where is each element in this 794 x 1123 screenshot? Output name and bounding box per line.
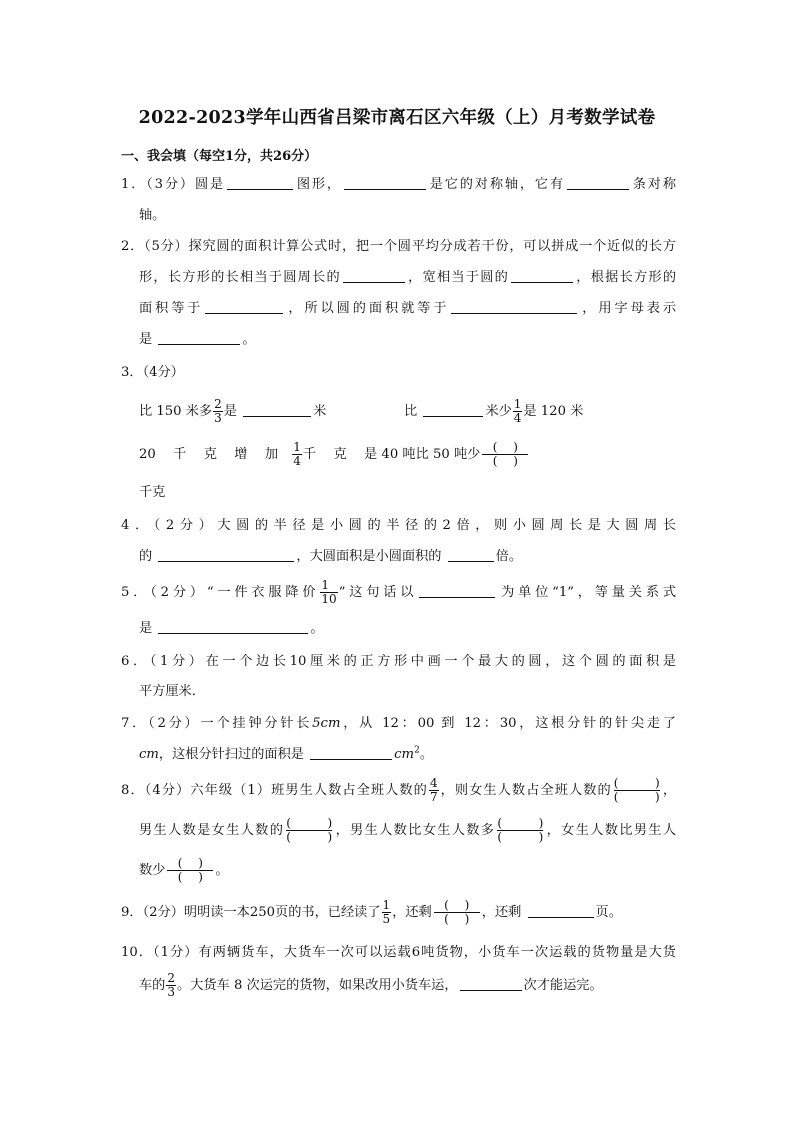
q3-text: 是 120 米 <box>523 404 584 419</box>
question-2-line-1 <box>121 235 676 259</box>
answer-blank[interactable] <box>528 901 594 918</box>
q10-text: 车的 <box>139 978 166 993</box>
question-10-line-1 <box>121 941 676 965</box>
fraction: $\frac{1}{5}$ <box>382 898 391 926</box>
question-3-row-1-right <box>404 396 679 428</box>
answer-blank[interactable] <box>158 328 240 345</box>
q4-text: 倍。 <box>495 549 523 564</box>
q2-text: ，宽相当于圆的 <box>406 270 510 285</box>
answer-blank[interactable] <box>158 617 308 634</box>
q1-text: 轴。 <box>139 208 166 223</box>
q10-text: 10．（1分）有两辆货车，大货车一次可以运载6吨货物，小货车一次运载的货物量是大货 <box>121 945 676 960</box>
question-10-line-2 <box>139 970 676 1002</box>
page-title: 2022-2023学年山西省吕梁市离石区六年级（上）月考数学试卷 <box>138 108 656 128</box>
q8-text: 。 <box>215 863 229 878</box>
question-5-line-1 <box>121 578 676 608</box>
q2-text: ，用字母表示 <box>579 301 677 316</box>
answer-blank[interactable] <box>310 743 392 760</box>
q2-text: 。 <box>242 332 256 347</box>
q3-text: 比 <box>404 404 418 419</box>
answer-blank[interactable] <box>451 297 577 314</box>
answer-blank[interactable] <box>448 545 494 562</box>
question-8-line-2 <box>139 815 676 847</box>
q10-text: 次才能运完。 <box>523 978 603 993</box>
answer-blank[interactable] <box>343 266 405 283</box>
q5-text: ”这句话以 <box>338 585 418 600</box>
answer-blank[interactable] <box>243 400 311 417</box>
q9-text: ，还剩 <box>392 905 432 920</box>
q7-text: 7．（2分）一个挂钟分针长 <box>121 716 313 731</box>
q1-text: 条对称 <box>630 177 677 192</box>
fraction: $\frac{1}{10}$ <box>321 578 337 606</box>
q7-unit: 5cm <box>312 716 341 731</box>
answer-blank[interactable] <box>158 545 294 562</box>
q6-text: 6．（1分）在一个边长10厘米的正方形中画一个最大的圆，这个圆的面积是 <box>121 654 676 669</box>
q8-text: 男生人数是女生人数的 <box>139 823 285 838</box>
q1-text: 图形， <box>295 177 342 192</box>
q8-text: ， <box>661 783 677 798</box>
answer-blank[interactable] <box>567 173 629 190</box>
question-3-header <box>121 361 676 385</box>
q2-text: 是 <box>139 332 153 347</box>
question-3-row-1-left <box>139 396 339 428</box>
question-4-line-2 <box>139 545 676 569</box>
answer-fraction[interactable]: ( ) ( ) <box>286 816 333 844</box>
q3-text: 是 <box>223 404 237 419</box>
question-2-line-2 <box>139 266 676 290</box>
answer-blank[interactable] <box>227 173 293 190</box>
q1-text: 1．（3分）圆是 <box>121 177 225 192</box>
answer-blank[interactable] <box>205 297 283 314</box>
q5-text: 是 <box>139 621 153 636</box>
fraction: $\frac{1}{4}$ <box>293 440 301 468</box>
q3-text: 米少 <box>485 404 512 419</box>
answer-blank[interactable] <box>511 266 573 283</box>
q10-text: 。大货车 8 次运完的货物，如果改用小货车运， <box>177 978 458 993</box>
q2-text: 面积等于 <box>139 301 204 316</box>
answer-blank[interactable] <box>460 974 522 991</box>
q2-text: ，根据长方形的 <box>575 270 677 285</box>
q7-text: 。 <box>419 747 433 762</box>
answer-fraction[interactable]: ( ) ( ) <box>613 776 660 804</box>
q1-text: 是它的对称轴，它有 <box>427 177 565 192</box>
q7-text: ，这根分针扫过的面积是 <box>158 747 304 762</box>
q4-text: ，大圆面积是小圆面积的 <box>296 549 442 564</box>
q9-text: ，还剩 <box>481 905 522 920</box>
question-6-line-1 <box>121 650 676 674</box>
q7-unit: cm <box>139 747 159 762</box>
q3-text: 千克 <box>139 485 166 500</box>
q6-text: 平方厘米． <box>139 684 205 699</box>
answer-blank[interactable] <box>419 581 495 598</box>
answer-fraction[interactable]: ( ) ( ) <box>167 857 213 884</box>
question-5-line-2 <box>139 617 676 641</box>
question-4-line-1 <box>121 514 676 538</box>
q3-text: 是 40 吨比 50 吨少 <box>364 447 481 462</box>
q3-text: 20 千 克 增 加 <box>139 447 279 462</box>
q2-text: 形，长方形的长相当于圆周长的 <box>139 270 341 285</box>
q4-text: 的 <box>139 549 153 564</box>
question-1-line-2 <box>139 204 676 228</box>
q5-text: 5．（2分）“一件衣服降价 <box>121 585 320 600</box>
question-2-line-4 <box>139 328 676 352</box>
q4-text: 4．（2分）大圆的半径是小圆的半径的2倍，则小圆周长是大圆周长 <box>121 518 676 533</box>
q8-text: ，女生人数比男生人 <box>545 823 677 838</box>
q7-text: ，从 12：00 到 12：30，这根分针的针尖走了 <box>340 716 676 731</box>
answer-blank[interactable] <box>423 400 483 417</box>
q5-text: 。 <box>310 621 324 636</box>
question-8-line-3 <box>139 855 676 887</box>
q7-superscript: 2 <box>414 745 420 756</box>
fraction: $\frac{2}{3}$ <box>214 397 222 425</box>
q2-text: 2．（5分）探究圆的面积计算公式时，把一个圆平均分成若干份，可以拼成一个近似的长方 <box>121 239 676 254</box>
section-heading: 一、我会填（每空1分，共26分） <box>121 149 318 164</box>
fraction: $\frac{2}{3}$ <box>167 971 176 999</box>
q7-unit: cm <box>394 747 415 762</box>
q3-text: 比 150 米多 <box>139 404 213 419</box>
q3-text: 米 <box>313 404 327 419</box>
fraction: $\frac{1}{4}$ <box>513 397 522 425</box>
q3-text: 3．（4分） <box>121 365 184 380</box>
question-3-row-3 <box>139 481 676 505</box>
question-7-line-2 <box>139 743 676 767</box>
q8-text: 8．（4分）六年级（1）班男生人数占全班人数的 <box>121 783 428 798</box>
fraction: $\frac{4}{7}$ <box>429 776 438 804</box>
question-9-line-1 <box>121 897 676 929</box>
question-7-line-1 <box>121 712 676 736</box>
question-8-line-1 <box>121 775 676 807</box>
q8-text: 数少 <box>139 863 166 878</box>
question-1-line-1 <box>121 173 676 197</box>
q8-text: ，男生人数比女生人数多 <box>334 823 496 838</box>
q8-text: ，则女生人数占全班人数的 <box>439 783 612 798</box>
q5-text: 为单位“1”，等量关系式 <box>497 585 677 600</box>
question-3-row-2 <box>139 438 676 472</box>
q3-text: 千 克 <box>302 447 347 462</box>
answer-fraction[interactable]: ( ) ( ) <box>482 441 528 468</box>
answer-fraction[interactable]: ( ) ( ) <box>434 899 480 926</box>
answer-fraction[interactable]: ( ) ( ) <box>497 816 544 844</box>
q9-text: 页。 <box>595 905 622 920</box>
q9-text: 9．（2分）明明读一本250页的书，已经读了 <box>121 905 381 920</box>
question-2-line-3 <box>139 297 676 321</box>
answer-blank[interactable] <box>344 173 426 190</box>
q2-text: ，所以圆的面积就等于 <box>285 301 450 316</box>
question-6-line-2 <box>139 680 676 704</box>
